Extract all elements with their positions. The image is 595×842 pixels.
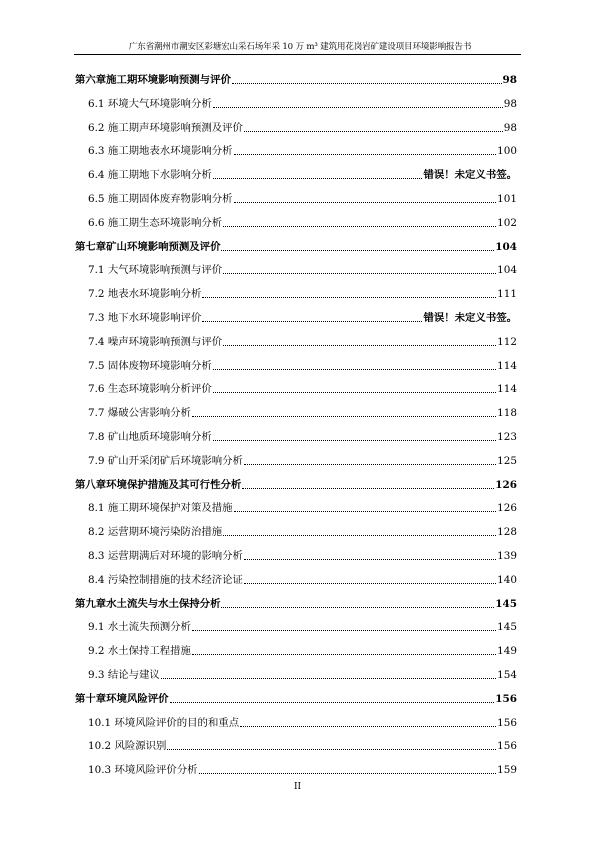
toc-entry-title: 8.4 污染控制措施的技术经济论证: [88, 573, 243, 586]
dot-leader: [244, 583, 496, 584]
dot-leader: [202, 321, 422, 322]
toc-entry-title: 7.2 地表水环境影响分析: [88, 288, 202, 301]
toc-page-number: 156: [497, 716, 517, 729]
toc-entry-title: 第十章环境风险评价: [75, 692, 169, 705]
toc-page-number: 139: [497, 550, 517, 562]
dot-leader: [234, 511, 497, 512]
toc-page-number: 123: [497, 431, 517, 443]
dot-leader: [244, 131, 503, 132]
toc-entry-title: 第六章施工期环境影响预测与评价: [75, 74, 231, 86]
toc-section-entry[interactable]: [88, 735, 517, 753]
dot-leader: [192, 654, 496, 655]
toc-entry-title: 7.5 固体废物环境影响分析: [88, 359, 212, 372]
dot-leader: [240, 726, 496, 727]
header-rule: [74, 54, 521, 55]
toc-section-entry[interactable]: [88, 712, 517, 730]
toc-chapter-entry[interactable]: [75, 593, 517, 611]
toc-section-entry[interactable]: [88, 331, 517, 349]
toc-page-number: 126: [497, 502, 517, 515]
toc-entry-title: 9.3 结论与建议: [88, 669, 160, 681]
toc-entry-title: 7.4 噪声环境影响预测与评价: [88, 335, 223, 348]
dot-leader: [199, 773, 497, 774]
toc-entry-title: 6.4 施工期地下水影响分析: [88, 169, 212, 182]
toc-page-number: 101: [497, 193, 517, 205]
dot-leader: [213, 107, 503, 108]
toc-section-entry[interactable]: [88, 450, 517, 468]
toc-section-entry[interactable]: [88, 117, 517, 135]
toc-section-entry[interactable]: [88, 355, 517, 373]
toc-page-number: 145: [497, 621, 517, 634]
toc-page-number: 149: [497, 645, 517, 658]
toc-page-number: 112: [497, 335, 517, 348]
toc-section-entry[interactable]: [88, 378, 517, 396]
dot-leader: [223, 226, 496, 227]
toc-entry-title: 6.1 环境大气环境影响分析: [88, 97, 212, 110]
toc-page-number: 98: [503, 97, 517, 110]
toc-page-number: 100: [497, 145, 517, 158]
dot-leader: [170, 702, 495, 703]
toc-section-entry[interactable]: [88, 283, 517, 301]
dot-leader: [167, 749, 496, 750]
toc-chapter-entry[interactable]: [75, 688, 517, 706]
toc-section-entry[interactable]: [88, 307, 517, 325]
toc-entry-title: 10.2 风险源识别: [88, 740, 167, 753]
dot-leader: [221, 607, 494, 608]
toc-entry-title: 10.1 环境风险评价的目的和重点: [88, 716, 240, 729]
toc-page-number: 114: [497, 359, 517, 372]
toc-page-number: 159: [497, 764, 517, 777]
toc-section-entry[interactable]: [88, 426, 517, 444]
toc-chapter-entry[interactable]: [75, 236, 517, 254]
running-header: 广东省潮州市潮安区彩塘宏山采石场年采 10 万 m³ 建筑用花岗岩矿建设项目环境影响报告书: [128, 42, 472, 52]
toc-entry-title: 第七章矿山环境影响预测及评价: [75, 240, 221, 253]
toc-page-number: 126: [495, 478, 517, 491]
dot-leader: [234, 202, 497, 203]
toc-chapter-entry[interactable]: [75, 69, 517, 87]
dot-leader: [234, 154, 497, 155]
dot-leader: [213, 178, 423, 179]
toc-entry-title: 第八章环境保护措施及其可行性分析: [75, 478, 242, 491]
dot-leader: [223, 535, 496, 536]
toc-page-number: 128: [497, 526, 517, 539]
dot-leader: [213, 440, 496, 441]
toc-entry-title: 9.2 水土保持工程措施: [88, 645, 191, 658]
toc-chapter-entry[interactable]: [75, 474, 517, 492]
toc-section-entry[interactable]: [88, 140, 517, 158]
toc-entry-title: 8.2 运营期环境污染防治措施: [88, 526, 223, 539]
toc-entry-title: 6.6 施工期生态环境影响分析: [88, 216, 223, 229]
toc-page-number: 104: [495, 240, 517, 253]
dot-leader: [161, 678, 496, 679]
toc-section-entry[interactable]: [88, 497, 517, 515]
toc-page-number: 154: [497, 669, 517, 681]
toc-entry-title: 7.3 地下水环境影响评价: [88, 312, 202, 324]
toc-entry-title: 7.1 大气环境影响预测与评价: [88, 264, 223, 277]
toc-page-number: 156: [497, 740, 517, 753]
dot-leader: [223, 345, 496, 346]
toc-section-entry[interactable]: [88, 616, 517, 634]
toc-section-entry[interactable]: [88, 545, 517, 563]
toc-entry-title: 第九章水土流失与水土保持分析: [75, 597, 221, 610]
toc-page-number: 98: [503, 121, 517, 134]
toc-entry-title: 8.3 运营期满后对环境的影响分析: [88, 550, 243, 562]
bookmark-error-text: 错误！未定义书签。: [423, 169, 517, 182]
toc-page-number: 98: [502, 74, 517, 86]
toc-page-number: 125: [497, 454, 517, 467]
toc-section-entry[interactable]: [88, 212, 517, 230]
toc-page-number: 145: [495, 597, 517, 610]
dot-leader: [223, 273, 496, 274]
page-number: II: [293, 782, 302, 792]
dot-leader: [232, 83, 502, 84]
toc-section-entry[interactable]: [88, 521, 517, 539]
toc-section-entry[interactable]: [88, 402, 517, 420]
toc-entry-title: 9.1 水土流失预测分析: [88, 621, 191, 634]
toc-entry-title: 10.3 环境风险评价分析: [88, 764, 198, 777]
toc-page-number: 156: [495, 692, 517, 705]
bookmark-error-text: 错误！未定义书签。: [423, 312, 517, 324]
dot-leader: [244, 559, 496, 560]
toc-section-entry[interactable]: [88, 664, 517, 682]
toc-entry-title: 6.5 施工期固体废弃物影响分析: [88, 193, 233, 205]
toc-page-number: 111: [497, 288, 517, 301]
toc-section-entry[interactable]: [88, 569, 517, 587]
dot-leader: [244, 464, 496, 465]
toc-page-number: 118: [497, 407, 517, 420]
toc-page-number: 114: [497, 383, 517, 396]
toc-entry-title: 7.8 矿山地质环境影响分析: [88, 431, 212, 443]
toc-entry-title: 7.6 生态环境影响分析评价: [88, 383, 212, 396]
toc-section-entry[interactable]: [88, 93, 517, 111]
toc-entry-title: 7.7 爆破公害影响分析: [88, 407, 191, 420]
toc-section-entry[interactable]: [88, 188, 517, 206]
toc-section-entry[interactable]: [88, 759, 517, 777]
toc-page-number: 104: [497, 264, 517, 277]
toc-entry-title: 6.2 施工期声环境影响预测及评价: [88, 121, 243, 134]
dot-leader: [192, 416, 496, 417]
toc-section-entry[interactable]: [88, 259, 517, 277]
dot-leader: [213, 369, 496, 370]
toc-section-entry[interactable]: [88, 164, 517, 182]
dot-leader: [213, 392, 496, 393]
toc-entry-title: 6.3 施工期地表水环境影响分析: [88, 145, 233, 158]
toc-section-entry[interactable]: [88, 640, 517, 658]
toc-page-number: 140: [497, 573, 517, 586]
dot-leader: [202, 297, 496, 298]
toc-entry-title: 8.1 施工期环境保护对策及措施: [88, 502, 233, 515]
toc-entry-title: 7.9 矿山开采闭矿后环境影响分析: [88, 454, 243, 467]
toc-page-number: 102: [497, 216, 517, 229]
dot-leader: [221, 250, 494, 251]
dot-leader: [192, 630, 496, 631]
dot-leader: [242, 488, 494, 489]
